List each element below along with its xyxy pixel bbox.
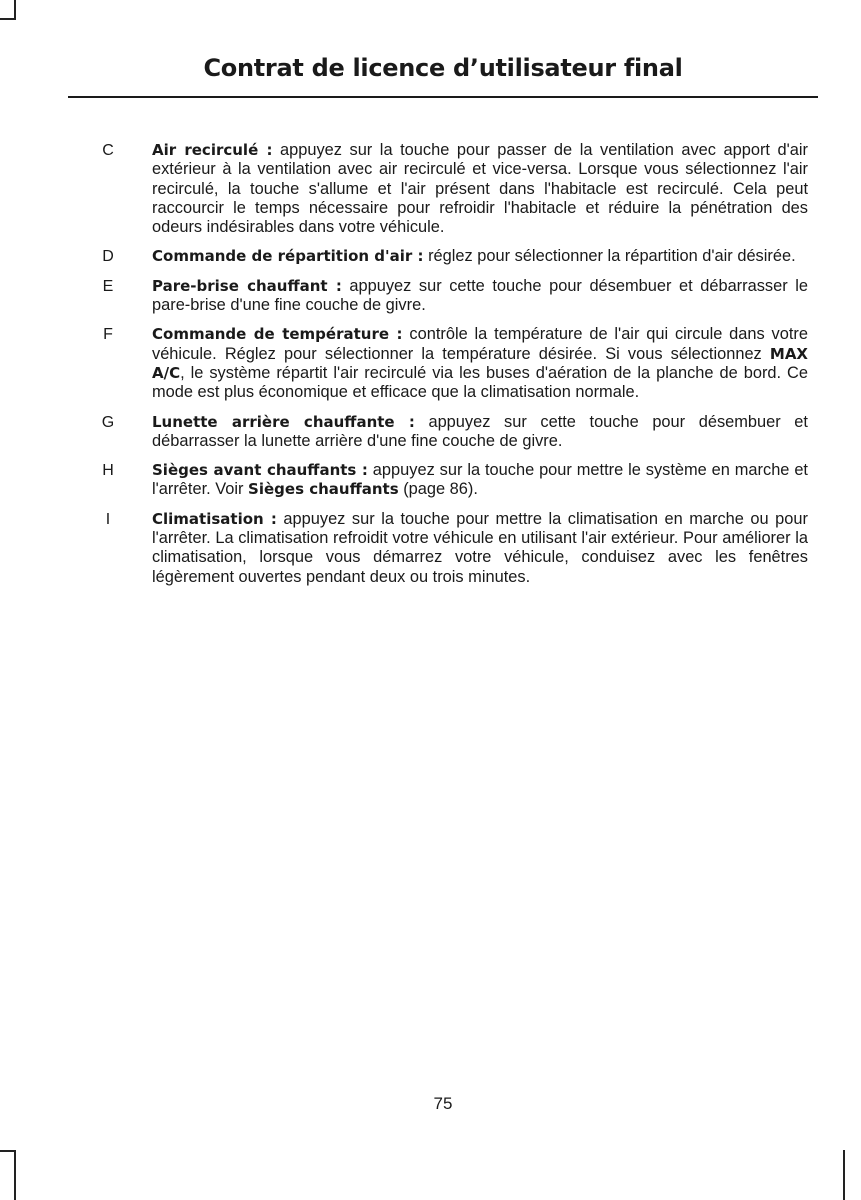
item-description xyxy=(152,247,808,266)
page-number: 75 xyxy=(433,1094,453,1113)
item-letter: I xyxy=(105,510,111,528)
item-letter: H xyxy=(102,462,114,480)
item-letter: F xyxy=(103,326,113,344)
item-body-continued: , le système répartit l'air recirculé via les buses d'aération de la planche de bord. Ce mode est plus économique et efficace que la climatisation normale. xyxy=(152,363,808,402)
header-rule xyxy=(68,96,818,98)
item-emphasis: MAX A/C xyxy=(152,344,808,382)
page-title: Contrat de licence d’utilisateur final xyxy=(203,54,683,82)
item-letter: D xyxy=(102,248,114,266)
item-body: contrôle la température de l'air qui circule dans votre véhicule. Réglez pour sélectionner la température désirée. Si vous sélectionnez xyxy=(152,325,808,363)
item-term: Pare-brise chauffant : xyxy=(152,276,342,295)
item-letter: C xyxy=(102,142,114,159)
list-item-e xyxy=(0,277,861,316)
item-term: Sièges avant chauffants : xyxy=(152,461,368,480)
item-body-continued: (page 86). xyxy=(398,480,478,499)
list-item-f xyxy=(0,325,861,402)
item-description xyxy=(152,510,808,587)
item-description xyxy=(152,325,808,402)
item-term: Air recirculé : xyxy=(152,141,273,159)
page-header xyxy=(0,0,861,98)
item-term: Climatisation : xyxy=(152,509,277,528)
list-item-g xyxy=(0,413,861,452)
control-descriptions-list xyxy=(0,141,861,597)
item-description xyxy=(152,413,808,452)
list-item-h xyxy=(0,461,861,500)
crop-mark-bottom-left xyxy=(14,1150,16,1200)
list-item-i xyxy=(0,510,861,587)
list-item-d xyxy=(0,247,861,266)
item-description xyxy=(152,461,808,500)
item-letter: G xyxy=(101,413,115,431)
list-item-c xyxy=(0,141,861,237)
item-body: appuyez sur cette touche pour désembuer et débarrasser le pare-brise d'une fine couche de givre. xyxy=(152,276,808,315)
item-body: appuyez sur la touche pour mettre le système en marche et l'arrêter. Voir xyxy=(152,461,808,499)
item-letter: E xyxy=(102,277,114,295)
item-body: appuyez sur la touche pour passer de la ventilation avec apport d'air extérieur à la ventilation avec air recirculé et vice-versa. Lorsque vous sélectionnez l'air recirculé, la touche s'allume et l'air présent dans l'habitacle est recirculé. Cela peut raccourcir le temps nécessaire pour refroidir l'habitacle et réduire la pénétration des odeurs indésirables dans votre véhicule. xyxy=(152,141,808,237)
item-term: Commande de répartition d'air : xyxy=(152,247,424,266)
cross-reference-link[interactable]: Sièges chauffants xyxy=(248,480,399,499)
item-term: Commande de température : xyxy=(152,325,403,344)
item-description xyxy=(152,141,808,237)
item-body: réglez pour sélectionner la répartition d'air désirée. xyxy=(423,247,796,266)
item-term: Lunette arrière chauffante : xyxy=(152,412,415,431)
crop-mark-bottom-left-horizontal xyxy=(0,1150,16,1152)
crop-mark-bottom-right xyxy=(843,1150,845,1200)
item-description xyxy=(152,277,808,316)
item-body: appuyez sur la touche pour mettre la climatisation en marche ou pour l'arrêter. La climatisation refroidit votre véhicule en utilisant l'air extérieur. Pour améliorer la climatisation, lorsque vous démarrez votre véhicule, conduisez avec les fenêtres légèrement ouvertes pendant deux ou trois minutes. xyxy=(152,509,808,586)
item-body: appuyez sur cette touche pour désembuer et débarrasser la lunette arrière d'une fine couche de givre. xyxy=(152,412,808,450)
